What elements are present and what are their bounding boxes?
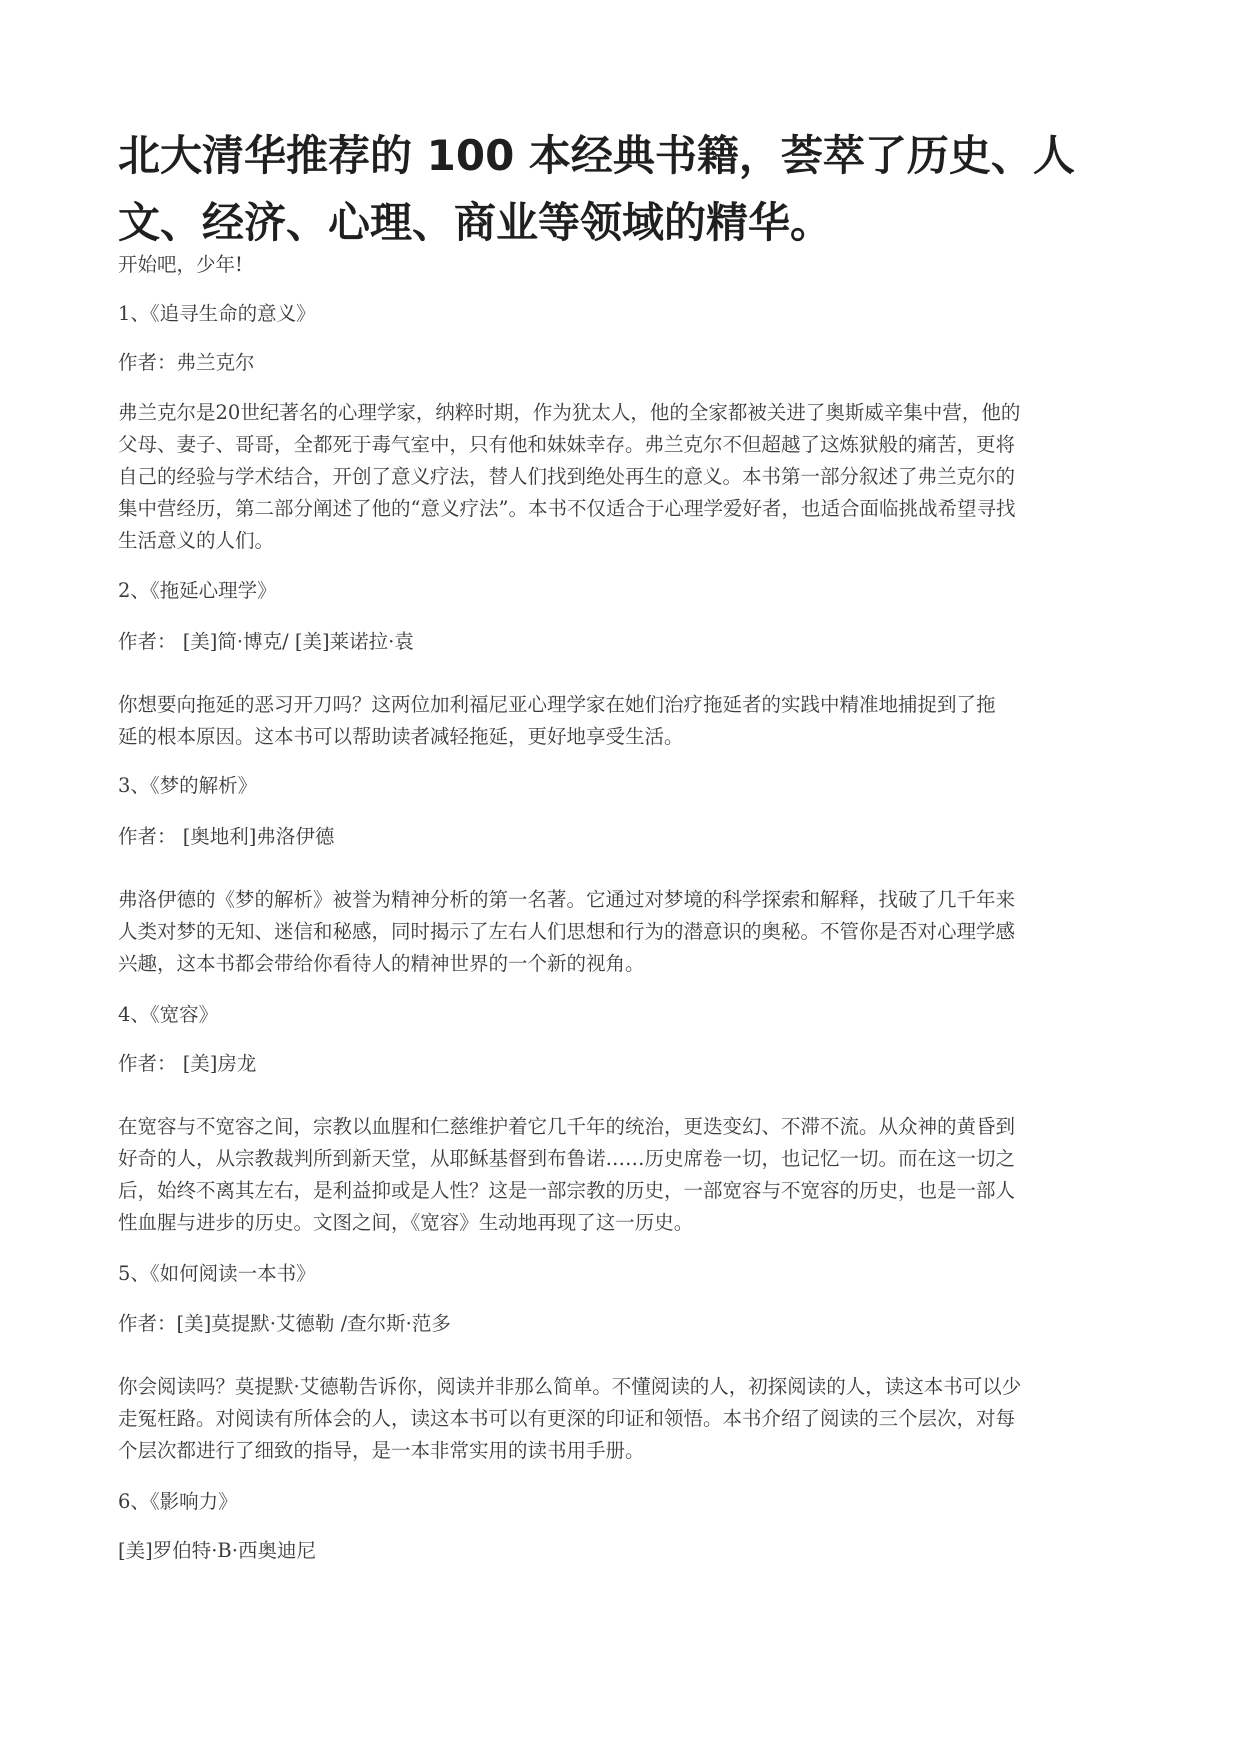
description-line: 个层次都进行了细致的指导，是一本非常实用的读书用手册。 — [118, 1439, 645, 1462]
book-2-author: 作者： [美]简·博克/ [美]莱诺拉·袁 — [118, 630, 414, 653]
book-5-author: 作者：[美]莫提默·艾德勒 /查尔斯·范多 — [118, 1312, 451, 1335]
book-4-heading: 4、《宽容》 — [118, 1003, 219, 1026]
description-line: 弗洛伊德的《梦的解析》被誉为精神分析的第一名著。它通过对梦境的科学探索和解释，找破了几千年来 — [118, 888, 1016, 911]
description-line: 性血腥与进步的历史。文图之间，《宽容》生动地再现了这一历史。 — [118, 1211, 694, 1234]
book-4-author: 作者： [美]房龙 — [118, 1052, 257, 1075]
book-1-author: 作者：弗兰克尔 — [118, 351, 255, 374]
description-line: 弗兰克尔是20世纪著名的心理学家，纳粹时期，作为犹太人，他的全家都被关进了奥斯威辛集中营，他的 — [118, 401, 1021, 424]
book-6-author: [美]罗伯特·B·西奥迪尼 — [118, 1539, 316, 1562]
description-line: 在宽容与不宽容之间，宗教以血腥和仁慈维护着它几千年的统治，更迭变幻、不滞不流。从众神的黄昏到 — [118, 1115, 1016, 1138]
description-line: 走冤枉路。对阅读有所体会的人，读这本书可以有更深的印证和领悟。本书介绍了阅读的三个层次，对每 — [118, 1407, 1016, 1430]
book-6-heading: 6、《影响力》 — [118, 1490, 238, 1513]
book-3-heading: 3、《梦的解析》 — [118, 774, 258, 797]
book-2-description — [118, 689, 1128, 753]
book-1-heading: 1、《追寻生命的意义》 — [118, 302, 316, 325]
book-5-description — [118, 1371, 1128, 1467]
document-title: 北大清华推荐的 100 本经典书籍，荟萃了历史、人文、经济、心理、商业等领域的精华。 — [118, 131, 1075, 247]
description-line: 兴趣，这本书都会带给你看待人的精神世界的一个新的视角。 — [118, 952, 645, 975]
book-5-heading: 5、《如何阅读一本书》 — [118, 1262, 316, 1285]
description-line: 延的根本原因。这本书可以帮助读者减轻拖延，更好地享受生活。 — [118, 725, 684, 748]
book-2-heading: 2、《拖延心理学》 — [118, 579, 277, 602]
description-line: 父母、妻子、哥哥，全都死于毒气室中，只有他和妹妹幸存。弗兰克尔不但超越了这炼狱般的痛苦，更将 — [118, 433, 1016, 456]
book-1-description — [118, 397, 1128, 557]
intro-text: 开始吧，少年! — [118, 253, 243, 276]
description-line: 后，始终不离其左右，是利益抑或是人性？这是一部宗教的历史，一部宽容与不宽容的历史，也是一部人 — [118, 1179, 1016, 1202]
description-line: 集中营经历，第二部分阐述了他的“意义疗法”。本书不仅适合于心理学爱好者，也适合面临挑战希望寻找 — [118, 497, 1016, 520]
description-line: 生活意义的人们。 — [118, 529, 275, 552]
book-3-author: 作者： [奥地利]弗洛伊德 — [118, 825, 335, 848]
description-line: 你想要向拖延的恶习开刀吗？这两位加利福尼亚心理学家在她们治疗拖延者的实践中精准地捕捉到了拖 — [118, 693, 996, 716]
book-3-description — [118, 884, 1128, 980]
description-line: 人类对梦的无知、迷信和秘感，同时揭示了左右人们思想和行为的潜意识的奥秘。不管你是否对心理学感 — [118, 920, 1016, 943]
description-line: 自己的经验与学术结合，开创了意义疗法，替人们找到绝处再生的意义。本书第一部分叙述了弗兰克尔的 — [118, 465, 1016, 488]
book-4-description — [118, 1111, 1128, 1239]
description-line: 好奇的人，从宗教裁判所到新天堂，从耶稣基督到布鲁诺……历史席卷一切，也记忆一切。而在这一切之 — [118, 1147, 1016, 1170]
description-line: 你会阅读吗？莫提默·艾德勒告诉你，阅读并非那么简单。不懂阅读的人，初探阅读的人，读这本书可以少 — [118, 1375, 1022, 1398]
